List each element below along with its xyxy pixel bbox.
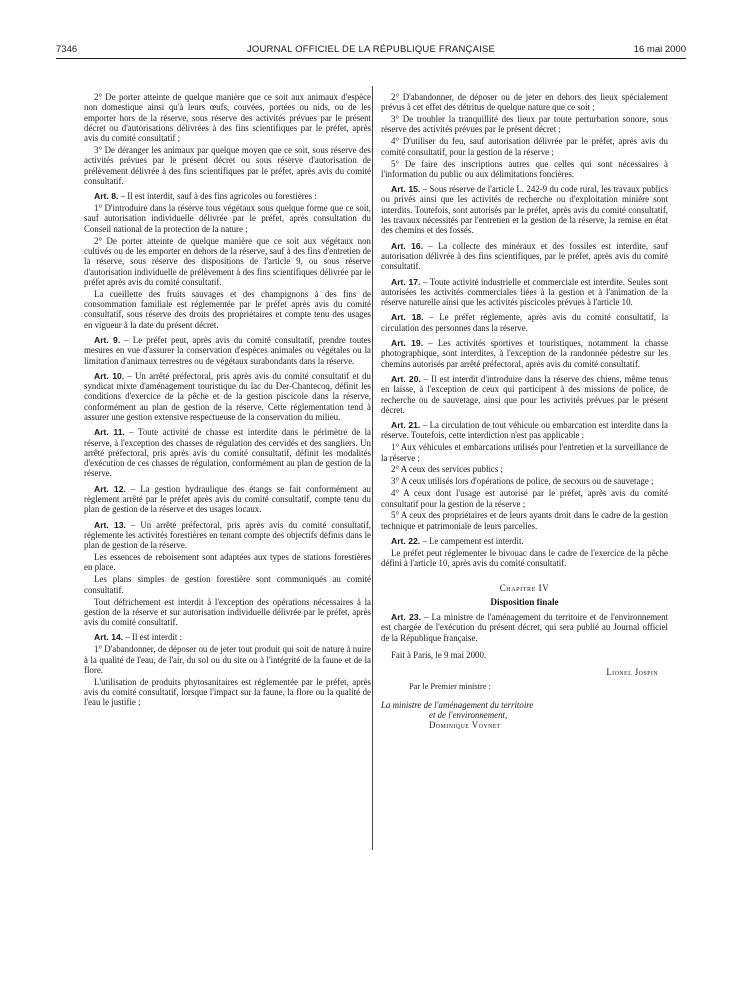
article-label: Art. 21. [391, 420, 421, 431]
article-label: Art. 17. [391, 276, 421, 287]
list-item: 3° A ceux utilisés lors d'opérations de police, de secours ou de sauvetage ; [391, 476, 654, 487]
article-10 [84, 371, 371, 422]
article-label: Art. 12. [94, 483, 126, 494]
signature-place-date: Fait à Paris, le 9 mai 2000. [391, 650, 487, 660]
article-label: Art. 19. [391, 338, 424, 349]
article-15 [381, 184, 668, 235]
article-label: Art. 10. [94, 370, 125, 381]
header-rule [56, 58, 686, 59]
paragraph: 3° De troubler la tranquillité des lieux par toute perturbation sonore, sous réserve des activités prévues par le présent décret ; [381, 114, 668, 135]
article-label: Art. 8. [94, 191, 119, 202]
article-16 [381, 241, 668, 272]
article-text: – Un arrêté préfectoral, pris après avis du comité consultatif, réglemente les activités forestières en tenant compte des objectifs définis dans le plan de gestion de la réserve. [84, 519, 372, 551]
article-text: – Les activités sportives et touristiques, notamment la chasse photographique, sont interdites, à l'exception de la randonnée pédestre sur les chemins autorisés par arrêté préfectoral, après avis du comité consultatif. [381, 338, 669, 369]
right-column [381, 92, 668, 731]
article-13 [84, 520, 371, 551]
article-12 [84, 484, 371, 515]
journal-title: JOURNAL OFFICIEL DE LA RÉPUBLIQUE FRANÇAISE [246, 44, 496, 55]
article-label: Art. 15. [391, 184, 421, 195]
article-18 [381, 312, 668, 333]
article-9 [84, 335, 371, 366]
paragraph: Les essences de reboisement sont adaptées aux types de stations forestières en place. [84, 552, 371, 573]
article-text: – La ministre de l'aménagement du territoire et de l'environnement est chargée de l'exécution du présent décret, qui sera publié au Journal officiel de la République française. [381, 612, 669, 643]
article-text: – Il est interdit d'introduire dans la réserve des chiens, même tenus en laisse, à l'exception de ceux qui participent à des missions de police, de recherche ou de sauvetage, ainsi que pour les activités prévues par le présent décret. [381, 373, 668, 415]
article-text: – Le campement est interdit. [420, 536, 524, 547]
paragraph: 1° D'introduire dans la réserve tous végétaux sous quelque forme que ce soit, sauf autorisation individuelle délivrée par le préfet, après consultation du Conseil national de la protection de la nature ; [84, 203, 371, 234]
article-text: – Le préfet réglemente, après avis du comité consultatif, la circulation des personnes dans la réserve. [381, 312, 669, 333]
issue-date: 16 mai 2000 [633, 44, 686, 55]
paragraph: L'utilisation de produits phytosanitaires est réglementée par le préfet, après avis du comité consultatif, lorsque l'impact sur la faune, la flore ou la qualité de l'eau le justifie ; [84, 676, 371, 708]
list-item: 5° A ceux des propriétaires et de leurs ayants droit dans le cadre de la gestion technique et patrimoniale de leurs parcelles. [381, 510, 668, 531]
paragraph: 4° D'utiliser du feu, sauf autorisation délivrée par le préfet, après avis du comité consultatif, pour la gestion de la réserve ; [381, 136, 668, 157]
paragraph: 2° De porter atteinte de quelque manière que ce soit aux animaux d'espèce non domestique ainsi qu'à leurs œufs, couvées, portées ou nids, ou de les emporter hors de la réserve, sous réserve des activités prévues par le présent décret ou d'autorisations délivrées à des fins scientifiques par le préfet, après avis du comité consultatif ; [84, 92, 371, 144]
section-heading: Disposition finale [490, 596, 559, 607]
article-14 [84, 632, 371, 642]
paragraph: 2° De porter atteinte de quelque manière que ce soit aux végétaux non cultivés ou de les emporter en dehors de la réserve, sauf à des fins d'entretien de la réserve, sous réserve des dispositions de l'article 9, ou sous réserve d'autorisation individuelle de prélèvement à des fins scientifiques délivrée par le préfet après avis du comité consultatif. [84, 235, 371, 287]
article-20 [381, 374, 668, 415]
article-label: Art. 11. [94, 427, 125, 438]
article-text: – Le préfet peut, après avis du comité consultatif, prendre toutes mesures en vue d'assurer la conservation d'espèces animales ou végétales ou la limitation d'animaux terrestres ou de végétaux surabondants dans la réserve. [84, 334, 371, 366]
article-label: Art. 18. [391, 312, 424, 323]
paragraph: 3° De déranger les animaux par quelque moyen que ce soit, sous réserve des activités prévues par le présent décret ou sous réserve d'autorisation de prélèvement délivrée à des fins scientifiques par le préfet, après avis du comité consultatif. [84, 145, 371, 186]
article-label: Art. 13. [94, 519, 126, 530]
article-8 [84, 191, 371, 201]
paragraph: 1° D'abandonner, de déposer ou de jeter tout produit qui soit de nature à nuire à la qualité de l'eau, de l'air, du sol ou du site ou à l'intégrité de la faune et de la flore. [84, 644, 371, 675]
paragraph: Tout défrichement est interdit à l'exception des opérations nécessaires à la gestion de la réserve et sur autorisation individuelle délivrée par le préfet, après avis du comité consultatif. [84, 596, 371, 628]
paragraph: Les plans simples de gestion forestière sont communiqués au comité consultatif. [84, 574, 371, 595]
article-label: Art. 22. [391, 536, 421, 547]
article-23 [381, 612, 668, 643]
article-17 [381, 277, 668, 308]
article-label: Art. 16. [391, 240, 424, 251]
article-text: – La collecte des minéraux et des fossiles est interdite, sauf autorisation délivrée à des fins scientifiques, par le préfet, après avis du comité consultatif. [381, 240, 669, 272]
article-21 [381, 420, 668, 441]
page-number: 7346 [56, 44, 78, 55]
article-label: Art. 14. [94, 632, 124, 643]
paragraph: 5° De faire des inscriptions autres que celles qui sont nécessaires à l'information du public ou aux délimitations foncières. [381, 158, 668, 179]
page-header [56, 44, 686, 58]
article-22 [381, 536, 668, 546]
countersign-intro: Par le Premier ministre : [409, 681, 491, 691]
left-column [84, 92, 371, 709]
list-item: 4° A ceux dont l'usage est autorisé par le préfet, après avis du comité consultatif pour la gestion de la réserve ; [381, 488, 668, 509]
article-label: Art. 23. [391, 612, 421, 623]
list-item: 1° Aux véhicules et embarcations utilisés pour l'entretien et la surveillance de la réserve ; [381, 442, 668, 463]
article-text: – Toute activité de chasse est interdite dans le périmètre de la réserve, à l'exception des chasses de régulation des cervidés et des sangliers. Un arrêté préfectoral, pris après avis du comité consultatif, définit les modalités d'exécution de ces chasses de régulation, conformément au plan de gestion de la réserve. [84, 427, 371, 479]
article-text: – La gestion hydraulique des étangs se fait conformément au règlement arrêté par le préfet après avis du comité consultatif, compte tenu du plan de gestion de la réserve et des usages locaux. [84, 483, 371, 515]
article-label: Art. 20. [391, 373, 421, 384]
minister-title-line2: et de l'environnement, [429, 710, 508, 721]
paragraph: La cueillette des fruits sauvages et des champignons à des fins de consommation familiale est réglementée par le préfet après avis du comité consultatif, sous réserve des droits des propriétaires et compte tenu des usages en vigueur à la date du présent décret. [84, 288, 371, 330]
article-19 [381, 338, 668, 369]
list-item: 2° A ceux des services publics ; [391, 464, 503, 475]
article-text: – Il est interdit : [123, 632, 183, 643]
minister-title: La ministre de l'aménagement du territoire [381, 699, 534, 710]
minister-name: Dominique Voynet [429, 720, 501, 731]
signatory-name: Lionel Jospin [606, 667, 658, 678]
paragraph: 2° D'abandonner, de déposer ou de jeter en dehors des lieux spécialement prévus à cet effet des détritus de quelque nature que ce soit ; [381, 92, 668, 113]
paragraph: Le préfet peut réglementer le bivouac dans le cadre de l'exercice de la pêche défini à l'article 10, après avis du comité consultatif. [381, 547, 668, 569]
article-text: – Un arrêté préfectoral, pris après avis du comité consultatif et du syndicat mixte d'aménagement touristique du lac du Der-Chantecoq, définit les conditions d'exercice de la pêche et de la gestion piscicole dans la réserve, conformément au plan de gestion de la réserve. Cette réglementation tend à assurer une gestion extensive respectueuse de la conservation du milieu. [84, 370, 371, 422]
article-11 [84, 427, 371, 478]
article-text: – La circulation de tout véhicule ou embarcation est interdite dans la réserve. Toutefois, cette interdiction n'est pas applicable : [381, 420, 668, 441]
article-label: Art. 9. [94, 334, 121, 345]
article-text: – Toute activité industrielle et commerciale est interdite. Seules sont autorisées les activités commerciales liées à la gestion et à l'animation de la réserve naturelle ainsi que les activités piscicoles prévues à l'article 10. [381, 276, 668, 308]
column-divider [372, 86, 373, 850]
chapter-heading: Chapitre IV [499, 582, 550, 593]
article-text: – Il est interdit, sauf à des fins agricoles ou forestières : [118, 191, 317, 202]
article-text: – Sous réserve de l'article L. 242-9 du code rural, les travaux publics ou privés ainsi que les activités de recherche ou d'exploitation minière sont interdits. Toutefois, sont autorisés par le préfet, après avis du comité consultatif, les travaux nécessités par l'entretien et la gestion de la réserve, la remise en état des chemins et des fossés. [381, 184, 668, 236]
